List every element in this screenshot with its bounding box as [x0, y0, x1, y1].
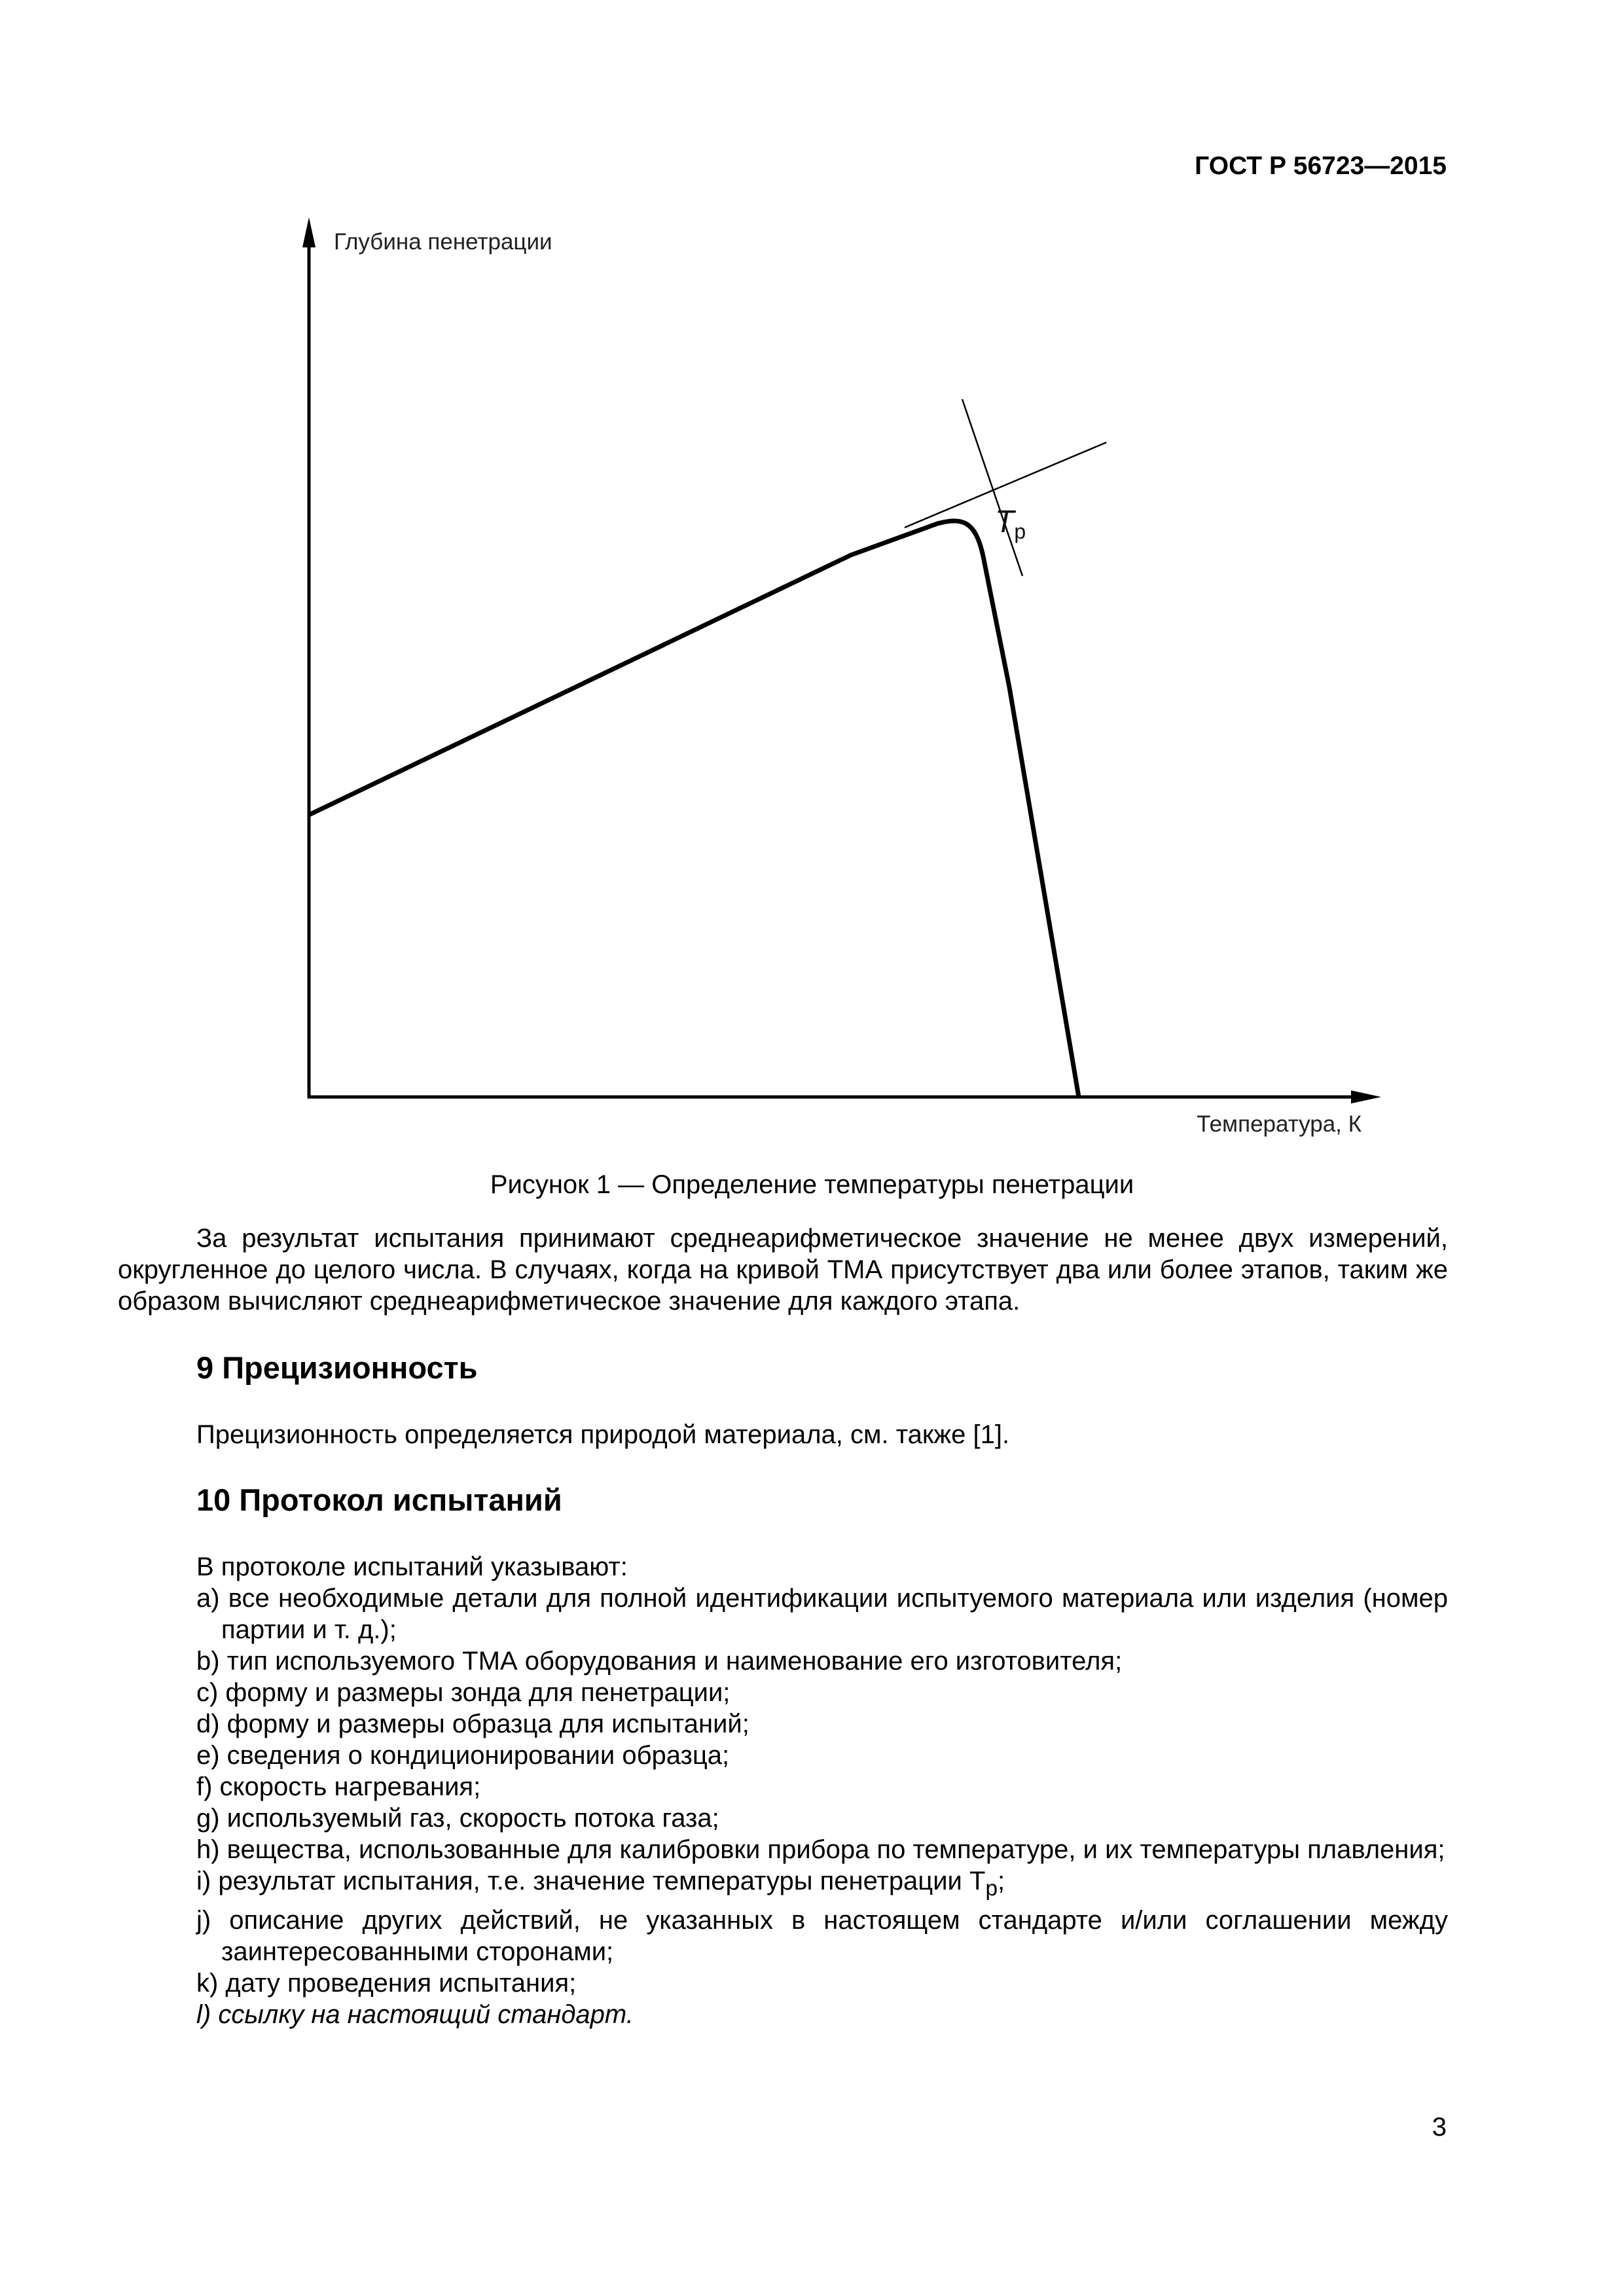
- x-axis-label: Температура, К: [1197, 1111, 1362, 1137]
- list-item-i-suffix: ;: [998, 1867, 1005, 1895]
- y-axis-arrow-icon: [302, 217, 316, 247]
- list-item: f) скорость нагревания;: [196, 1772, 481, 1801]
- section-10-heading: 10 Протокол испытаний: [196, 1482, 562, 1517]
- penetration-temperature-figure: [275, 216, 1388, 1185]
- page-number: 3: [1432, 2113, 1447, 2142]
- tma-curve: [309, 521, 1079, 1097]
- tp-subscript: p: [1014, 520, 1026, 543]
- list-item: g) используемый газ, скорость потока газа;: [196, 1804, 719, 1833]
- x-axis-arrow-icon: [1351, 1090, 1381, 1103]
- section-10-intro: В протоколе испытаний указывают:: [196, 1552, 628, 1581]
- tp-symbol: T: [995, 505, 1015, 539]
- standard-code: ГОСТ Р 56723—2015: [1195, 152, 1447, 180]
- list-item: j) описание других действий, не указанных в настоящем стандарте и/или соглашении между заинтересованными сторонами;: [196, 1906, 1448, 1966]
- list-item: e) сведения о кондиционировании образца;: [196, 1741, 730, 1770]
- list-item: k) дату проведения испытания;: [196, 1969, 577, 1998]
- list-item-i: [196, 1865, 1448, 1905]
- result-paragraph: За результат испытания принимают среднеарифметическое значение не менее двух измерений, округленное до целого числа. В случаях, когда на кривой ТМА присутствует два или более этапов, таким же образом вычисляют среднеарифметическое значение для каждого этапа.: [118, 1224, 1448, 1316]
- protocol-list: [196, 1583, 1448, 2030]
- section-9-text: Прецизионность определяется природой материала, см. также [1].: [196, 1420, 1010, 1449]
- list-item: h) вещества, использованные для калибровки прибора по температуре, и их температуры плавления;: [196, 1835, 1445, 1864]
- y-axis-label: Глубина пенетрации: [334, 229, 552, 255]
- list-item: c) форму и размеры зонда для пенетрации;: [196, 1678, 731, 1707]
- figure-caption: Рисунок 1 — Определение температуры пенетрации: [490, 1170, 1134, 1199]
- tangent-line-drop: [962, 399, 1022, 576]
- list-item-i-text: i) результат испытания, т.е. значение температуры пенетрации T: [196, 1867, 986, 1895]
- figure-diagram: [275, 216, 1388, 1185]
- list-item: b) тип используемого ТМА оборудования и наименование его изготовителя;: [196, 1647, 1123, 1676]
- list-item-i-subscript: p: [985, 1876, 998, 1901]
- list-item: l) ссылку на настоящий стандарт.: [196, 2000, 634, 2029]
- section-9-heading: 9 Прецизионность: [196, 1350, 478, 1385]
- tp-annotation: [995, 504, 1026, 544]
- list-item: d) форму и размеры образца для испытаний;: [196, 1710, 749, 1738]
- list-item: a) все необходимые детали для полной идентификации испытуемого материала или изделия (номер партии и т. д.);: [196, 1584, 1448, 1644]
